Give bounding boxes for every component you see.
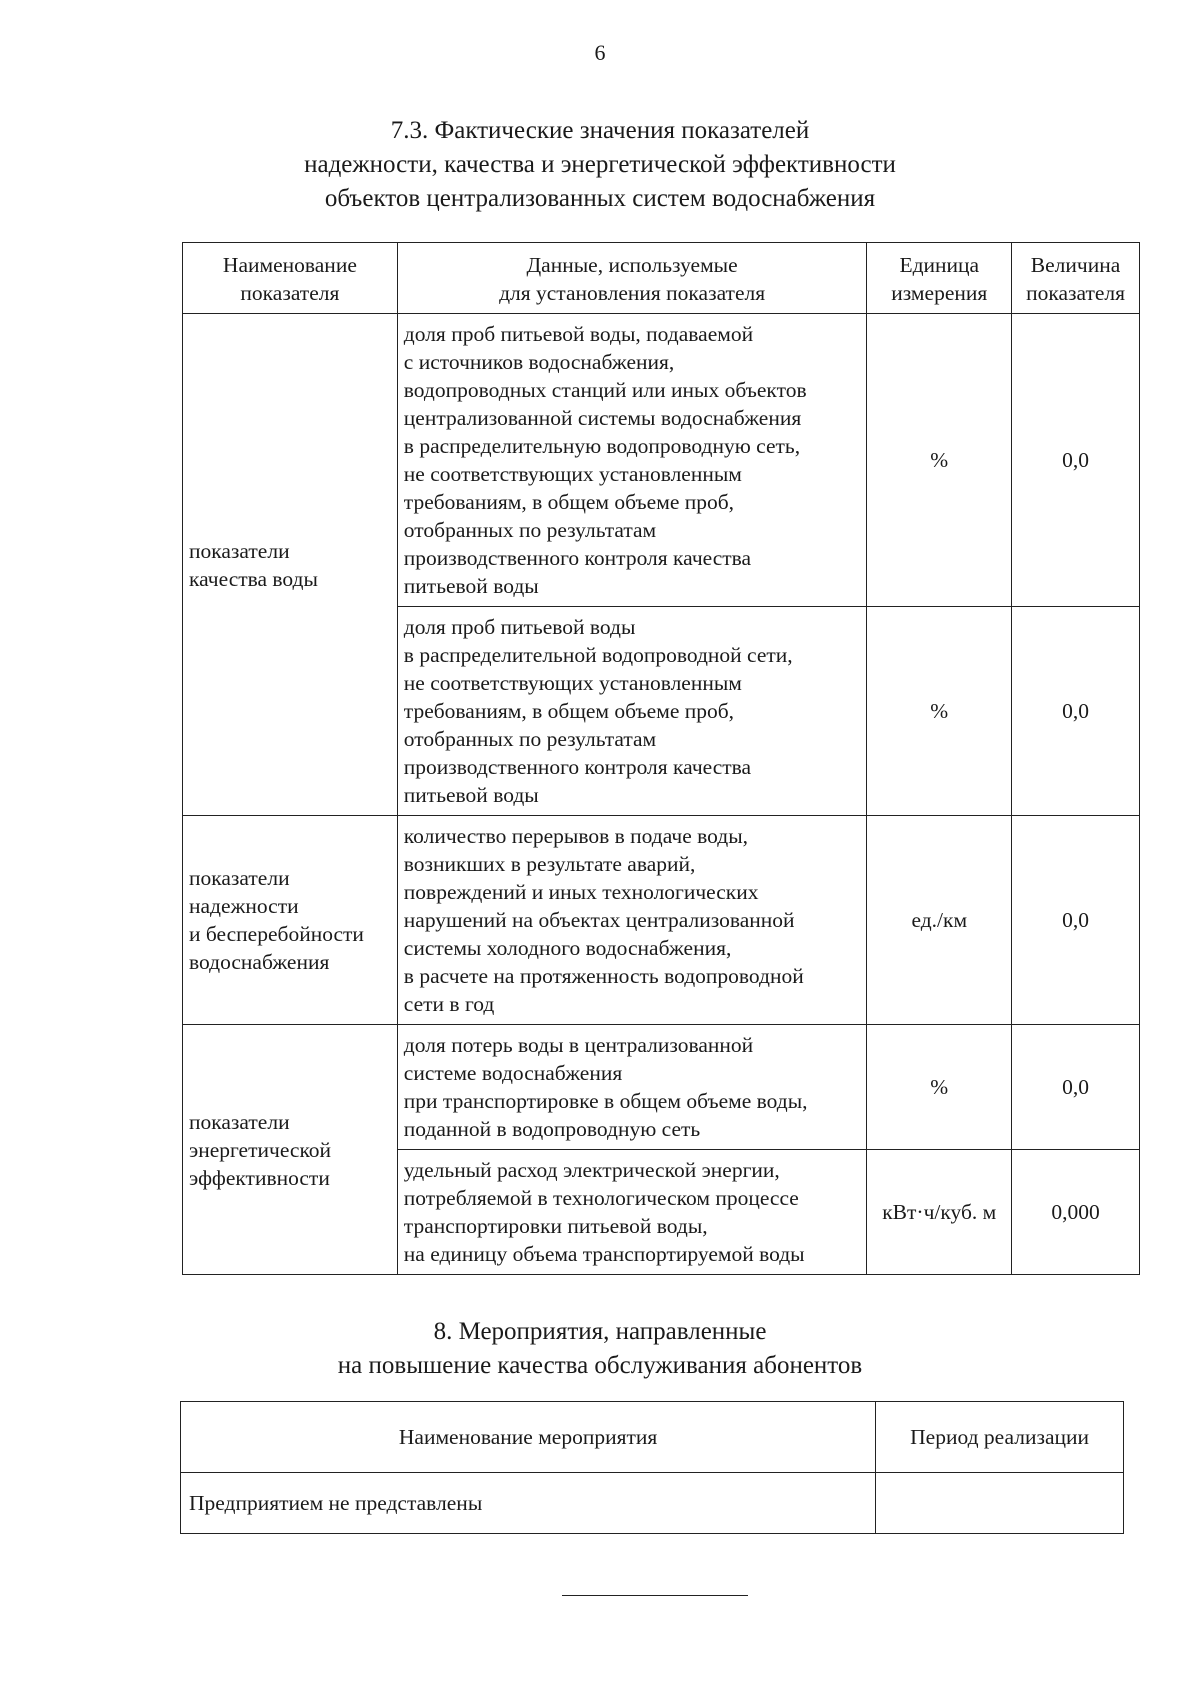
indicator-group-name [183,1025,398,1275]
group-name-line: энергетической [189,1137,332,1162]
indicator-data-line: требованиям, в общем объеме проб, [403,490,735,514]
header-line: Наименование [222,253,357,277]
indicator-data-line: доля проб питьевой воды [403,615,636,639]
indicator-value-cell: 0,0 [1012,816,1140,1025]
indicator-data-cell [397,1025,867,1150]
indicator-unit-cell: % [867,314,1012,607]
indicator-unit-cell: % [867,607,1012,816]
section-73-title-line: 7.3. Фактические значения показателей [390,117,810,144]
section-8-title-line: 8. Мероприятия, направленные [433,1318,767,1345]
indicator-data-line: питьевой воды [403,574,539,598]
indicator-row [183,816,1140,1025]
measure-name-cell: Предприятием не представлены [181,1473,876,1534]
section-73-title-line: объектов централизованных систем водоснабжения [324,185,876,212]
indicator-unit-cell: кВт·ч/куб. м [867,1150,1012,1275]
indicator-unit-cell: ед./км [867,816,1012,1025]
closing-rule [562,1595,748,1596]
indicator-row [183,314,1140,607]
indicator-data-line: системы холодного водоснабжения, [403,936,732,960]
indicator-value-cell: 0,0 [1012,314,1140,607]
indicator-data-line: отобранных по результатам [403,727,657,751]
indicator-data-line: количество перерывов в подаче воды, [403,824,749,848]
indicator-data-line: отобранных по результатам [403,518,657,542]
indicator-data-line: с источников водоснабжения, [403,350,675,374]
indicator-data-line: в распределительную водопроводную сеть, [403,434,801,458]
indicator-data-line: производственного контроля качества [403,546,752,570]
measure-row [181,1473,1124,1534]
group-name-line: водоснабжения [189,950,330,974]
section-73-title-line: надежности, качества и энергетической эффективности [304,151,896,178]
indicator-data-cell [397,314,867,607]
header-measure-name: Наименование мероприятия [181,1402,876,1473]
indicator-data-line: системе водоснабжения [403,1061,623,1085]
group-name-line: показатели [189,538,290,563]
indicator-data-line: не соответствующих установленным [403,462,742,486]
indicator-value-cell: 0,0 [1012,607,1140,816]
header-unit [867,243,1012,314]
indicators-table [182,242,1140,1275]
group-name-line: надежности [189,894,299,918]
indicator-data-line: водопроводных станций или иных объектов [403,378,807,402]
section-8-title [0,1315,1200,1383]
indicator-data-line: питьевой воды [403,783,539,807]
group-name-line: показатели [189,1109,290,1134]
indicator-data-cell [397,816,867,1025]
group-name-line: эффективности [189,1165,330,1190]
header-line: показателя [1026,281,1126,305]
indicator-group-name [183,816,398,1025]
header-period: Период реализации [876,1402,1124,1473]
page-number: 6 [594,40,606,65]
measure-period-cell [876,1473,1124,1534]
indicator-data-line: транспортировки питьевой воды, [403,1214,708,1238]
header-line: для установления показателя [499,281,766,305]
header-line: Величина [1030,253,1121,277]
header-line: измерения [891,281,988,305]
header-line: Данные, используемые [526,253,738,277]
indicator-unit-cell: % [867,1025,1012,1150]
indicator-value-cell: 0,0 [1012,1025,1140,1150]
indicator-data-line: поданной в водопроводную сеть [403,1117,701,1141]
indicator-data-line: нарушений на объектах централизованной [403,908,795,932]
indicator-data-line: сети в год [403,992,495,1016]
indicator-data-line: возникших в результате аварий, [403,852,696,876]
indicator-row [183,1025,1140,1150]
indicator-data-line: требованиям, в общем объеме проб, [403,699,735,723]
indicator-data-line: производственного контроля качества [403,755,752,779]
section-73-title [0,114,1200,216]
section-8-title-line: на повышение качества обслуживания абонентов [337,1352,863,1379]
header-value [1012,243,1140,314]
measures-header-row [181,1402,1124,1473]
measures-table [180,1401,1124,1534]
indicator-data-line: не соответствующих установленным [403,671,742,695]
indicator-data-line: на единицу объема транспортируемой воды [403,1242,805,1266]
indicator-data-cell [397,607,867,816]
indicator-value-cell: 0,000 [1012,1150,1140,1275]
indicator-data-cell [397,1150,867,1275]
indicators-header-row [183,243,1140,314]
indicator-data-line: при транспортировке в общем объеме воды, [403,1089,808,1113]
group-name-line: показатели [189,866,290,890]
indicator-data-line: потребляемой в технологическом процессе [403,1186,799,1210]
indicator-data-line: в распределительной водопроводной сети, [403,643,793,667]
header-indicator-name [183,243,398,314]
indicators-body [183,314,1140,1275]
header-indicator-data [397,243,867,314]
indicator-data-line: повреждений и иных технологических [403,880,759,904]
indicator-data-line: доля потерь воды в централизованной [403,1033,754,1057]
indicator-group-name [183,314,398,816]
header-line: показателя [240,281,340,305]
header-line: Единица [899,253,980,277]
group-name-line: качества воды [189,566,318,591]
indicator-data-line: централизованной системы водоснабжения [403,406,802,430]
group-name-line: и бесперебойности [189,922,364,946]
indicator-data-line: удельный расход электрической энергии, [403,1158,780,1182]
indicator-data-line: в расчете на протяженность водопроводной [403,964,804,988]
indicator-data-line: доля проб питьевой воды, подаваемой [403,322,754,346]
